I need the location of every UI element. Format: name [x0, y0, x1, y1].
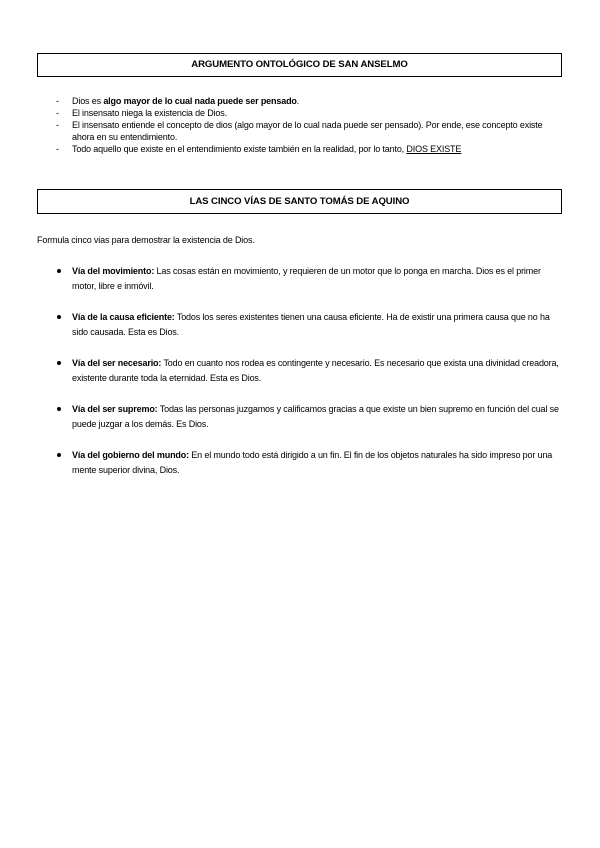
via-label: Vía del gobierno del mundo:: [72, 450, 189, 460]
section-title-aquino: LAS CINCO VÍAS DE SANTO TOMÁS DE AQUINO: [37, 189, 562, 214]
via-label: Vía de la causa eficiente:: [72, 312, 175, 322]
via-text: Todos los seres existentes tienen una causa eficiente. Ha de existir una primera causa que no ha sido causada. Esta es Dios.: [72, 312, 550, 337]
dash-marker: -: [56, 108, 59, 118]
via-label: Vía del ser necesario:: [72, 358, 162, 368]
via-text: Todo en cuanto nos rodea es contingente y necesario. Es necesario que exista una divinidad creadora, existente durante toda la eternidad. Esta es Dios.: [72, 358, 559, 383]
via-item: [56, 356, 560, 386]
via-item: [56, 448, 560, 478]
list-item: [56, 143, 566, 155]
cinco-vias-list: [56, 264, 560, 494]
via-text: Las cosas están en movimiento, y requieren de un motor que lo ponga en marcha. Dios es el primer motor, libre e inmóvil.: [72, 266, 541, 291]
list-item: [56, 107, 566, 119]
item-text: Dios es: [72, 96, 104, 106]
via-text: En el mundo todo está dirigido a un fin. El fin de los objetos naturales ha sido impreso por una mente superior divina, Dios.: [72, 450, 553, 475]
bullet-icon: [57, 315, 61, 319]
anselmo-argument-list: [56, 95, 566, 155]
dash-marker: -: [56, 96, 59, 106]
item-text: El insensato niega la existencia de Dios.: [72, 108, 227, 118]
list-item: [56, 119, 566, 143]
list-item: [56, 95, 566, 107]
via-text: Todas las personas juzgamos y calificamos gracias a que existe un bien supremo en función del cual se puede juzgar a los demás. Es Dios.: [72, 404, 559, 429]
item-text: Todo aquello que existe en el entendimiento existe también en la realidad, por lo tanto,: [72, 144, 407, 154]
bullet-icon: [57, 407, 61, 411]
item-bold-text: algo mayor de lo cual nada puede ser pensado: [103, 96, 297, 106]
bullet-icon: [57, 453, 61, 457]
item-text-end: .: [296, 96, 300, 106]
intro-paragraph: Formula cinco vias para demostrar la existencia de Dios.: [37, 235, 255, 245]
section-title-anselmo: ARGUMENTO ONTOLÓGICO DE SAN ANSELMO: [37, 53, 562, 77]
item-text: El insensato entiende el concepto de dios (algo mayor de lo cual nada puede ser pensado). Por ende, ese concepto existe ahora en su entendimiento.: [72, 120, 543, 142]
dash-marker: -: [56, 144, 59, 154]
via-label: Vía del ser supremo:: [72, 404, 158, 414]
item-underlined-text: DIOS EXISTE: [406, 144, 462, 154]
via-item: [56, 264, 560, 294]
bullet-icon: [57, 269, 61, 273]
via-item: [56, 310, 560, 340]
via-item: [56, 402, 560, 432]
dash-marker: -: [56, 120, 59, 130]
bullet-icon: [57, 361, 61, 365]
via-label: Vía del movimiento:: [72, 266, 155, 276]
